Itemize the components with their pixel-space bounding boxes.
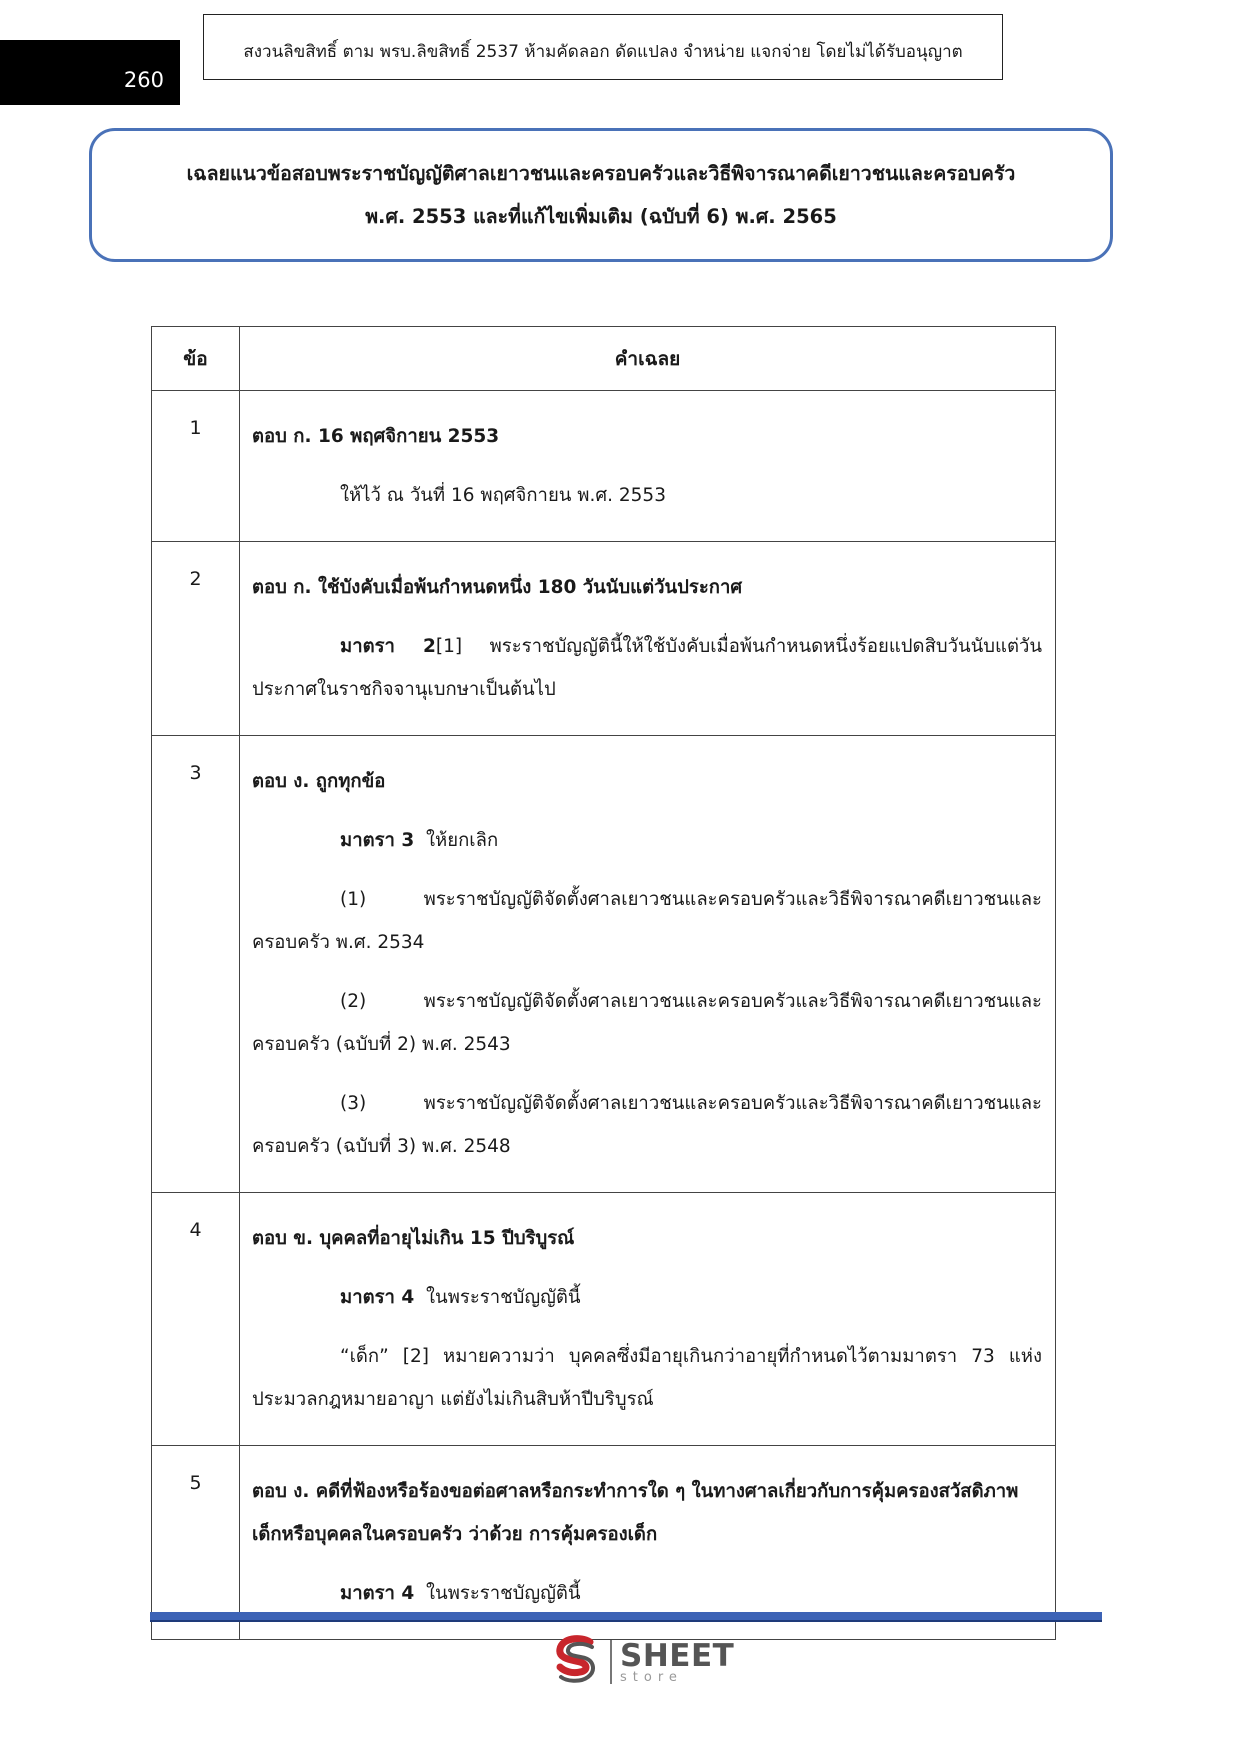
sheet-store-logo	[550, 1632, 734, 1692]
answer-cell	[240, 1193, 1056, 1446]
explanation-paragraph	[252, 625, 1042, 711]
explanation-text: ให้ยกเลิก	[426, 830, 499, 851]
document-title-line2: พ.ศ. 2553 และที่แก้ไขเพิ่มเติม (ฉบับที่ 6) พ.ศ. 2565	[365, 205, 837, 228]
explanation-paragraph	[252, 1572, 1042, 1615]
answer-cell	[240, 1446, 1056, 1640]
repealed-act-1: (1) พระราชบัญญัติจัดตั้งศาลเยาวชนและครอบครัวและวิธีพิจารณาคดีเยาวชนและครอบครัว พ.ศ. 2534	[252, 889, 1042, 953]
table-row	[152, 542, 1056, 736]
explanation-paragraph	[252, 819, 1042, 862]
repealed-act-2: (2) พระราชบัญญัติจัดตั้งศาลเยาวชนและครอบครัวและวิธีพิจารณาคดีเยาวชนและครอบครัว (ฉบับที่ 2) พ.ศ. 2543	[252, 991, 1042, 1055]
question-number: 5	[152, 1446, 240, 1640]
answer-cell	[240, 736, 1056, 1193]
footer-divider	[150, 1612, 1102, 1622]
repealed-act-3: (3) พระราชบัญญัติจัดตั้งศาลเยาวชนและครอบครัวและวิธีพิจารณาคดีเยาวชนและครอบครัว (ฉบับที่ 3) พ.ศ. 2548	[252, 1093, 1042, 1157]
answer-choice: ตอบ ข. บุคคลที่อายุไม่เกิน 15 ปีบริบูรณ์	[252, 1228, 575, 1249]
document-title-line1: เฉลยแนวข้อสอบพระราชบัญญัติศาลเยาวชนและครอบครัวและวิธีพิจารณาคดีเยาวชนและครอบครัว	[186, 162, 1016, 185]
question-number: 3	[152, 736, 240, 1193]
answer-choice: ตอบ ก. ใช้บังคับเมื่อพ้นกำหนดหนึ่ง 180 วันนับแต่วันประกาศ	[252, 577, 743, 598]
copyright-notice	[203, 14, 1003, 80]
explanation-text: [1] พระราชบัญญัตินี้ให้ใช้บังคับเมื่อพ้นกำหนดหนึ่งร้อยแปดสิบวันนับแต่วันประกาศในราชกิจจานุเบกษาเป็นต้นไป	[252, 636, 1042, 700]
logo-sub-text: store	[620, 1669, 683, 1685]
copyright-notice-text: สงวนลิขสิทธิ์ ตาม พรบ.ลิขสิทธิ์ 2537 ห้ามคัดลอก ดัดแปลง จำหน่าย แจกจ่าย โดยไม่ได้รับอนุญาต	[243, 41, 963, 62]
table-row	[152, 736, 1056, 1193]
table-row	[152, 1193, 1056, 1446]
answer-choice: ตอบ ง. ถูกทุกข้อ	[252, 771, 386, 792]
explanation-paragraph	[252, 1276, 1042, 1319]
question-number: 4	[152, 1193, 240, 1446]
page-number-text: 260	[123, 67, 164, 92]
page-number	[0, 40, 180, 105]
question-number: 2	[152, 542, 240, 736]
section-label: มาตรา 2	[340, 636, 436, 657]
answer-table	[151, 326, 1056, 1640]
table-row	[152, 1446, 1056, 1640]
answer-cell	[240, 391, 1056, 542]
document-title-box	[89, 128, 1113, 262]
logo-separator	[610, 1640, 612, 1684]
sheet-store-s-logo-icon	[550, 1633, 604, 1691]
table-header-row	[152, 327, 1056, 391]
logo-wordmark	[620, 1637, 735, 1685]
question-number: 1	[152, 391, 240, 542]
column-header-answer: คำเฉลย	[240, 327, 1056, 391]
answer-cell	[240, 542, 1056, 736]
definition-paragraph: “เด็ก” [2] หมายความว่า บุคคลซึ่งมีอายุเกินกว่าอายุที่กำหนดไว้ตามมาตรา 73 แห่งประมวลกฎหมายอาญา แต่ยังไม่เกินสิบห้าปีบริบูรณ์	[252, 1346, 1042, 1410]
section-label: มาตรา 3	[340, 830, 415, 851]
answer-choice: ตอบ ก. 16 พฤศจิกายน 2553	[252, 426, 500, 447]
column-header-no: ข้อ	[152, 327, 240, 391]
explanation-text: ในพระราชบัญญัตินี้	[426, 1287, 581, 1308]
table-row	[152, 391, 1056, 542]
section-label: มาตรา 4	[340, 1287, 415, 1308]
answer-choice: ตอบ ง. คดีที่ฟ้องหรือร้องขอต่อศาลหรือกระทำการใด ๆ ในทางศาลเกี่ยวกับการคุ้มครองสวัสดิภาพเด็กหรือบุคคลในครอบครัว ว่าด้วย การคุ้มครองเด็ก	[252, 1481, 1019, 1545]
section-label: มาตรา 4	[340, 1583, 415, 1604]
explanation-text: ในพระราชบัญญัตินี้	[426, 1583, 581, 1604]
explanation-text: ให้ไว้ ณ วันที่ 16 พฤศจิกายน พ.ศ. 2553	[340, 485, 666, 506]
logo-main-text: SHEET	[620, 1637, 735, 1674]
